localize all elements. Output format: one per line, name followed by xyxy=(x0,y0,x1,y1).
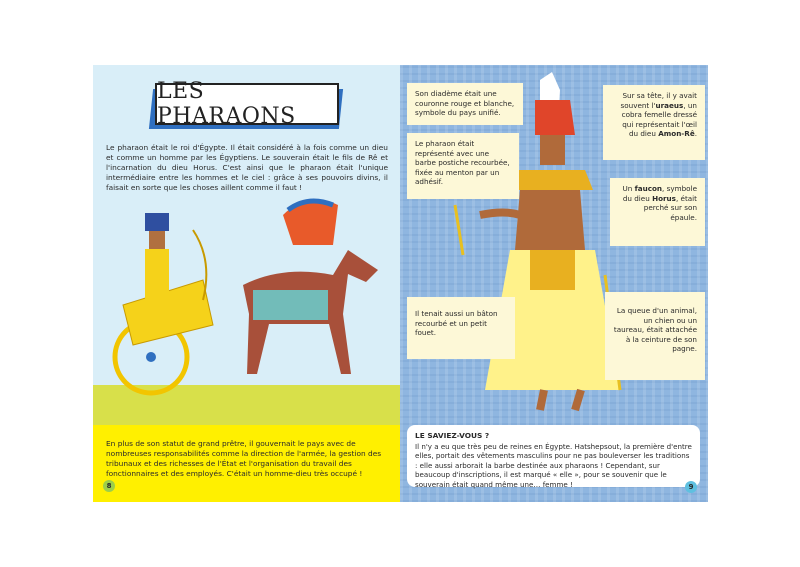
text: Sur sa tête, il y avait souvent l' xyxy=(620,91,697,110)
bold-term: Horus xyxy=(652,193,676,203)
bottom-text: En plus de son statut de grand prêtre, il gouvernait le pays avec de nombreuses responsabilités comme la direction de l'armée, la gestion des tribunaux et des richesses de l'État et l'organisation du travail des fonctionnaires et des employés. C'était un homme-dieu très occupé ! xyxy=(106,439,382,478)
did-you-know-text: Il n'y a eu que très peu de reines en Égypte. Hatshepsout, la première d'entre elles, portait des vêtements masculins pour ne pas bouleverser les traditions : elle aussi arborait la barbe destinée aux pharaons ! Cependant, sur beaucoup d'inscriptions, il est marqué « elle », pour se souvenir que le souverain était quand même une… femme ! xyxy=(415,441,692,489)
bold-term: faucon xyxy=(634,184,663,193)
bold-term: Amon-Rê xyxy=(658,129,695,139)
left-page xyxy=(93,65,400,502)
text: , un cobra femelle dressé qui représentait l'œil du dieu xyxy=(621,100,697,139)
page-title: LES PHARAONS xyxy=(157,79,296,129)
right-page xyxy=(400,65,708,502)
callout-uraeus xyxy=(603,85,705,160)
intro-text: Le pharaon était le roi d'Égypte. Il était considéré à la fois comme un dieu et comme un homme par les Égyptiens. Le souverain était le fils de Rê et l'incarnation du dieu Horus. C'est ainsi que le pharaon était l'unique intermédiaire entre les hommes et le ciel : grâce à ses pouvoirs divins, il faisait en sorte que les choses aillent comme il faut ! xyxy=(106,143,388,192)
text: , symbole du dieu xyxy=(622,184,697,203)
page-number: 8 xyxy=(103,480,115,492)
text: Un xyxy=(622,184,635,193)
callout-staff: Il tenait aussi un bâton recourbé et un petit fouet. xyxy=(407,297,515,359)
callout-tail: La queue d'un animal, un chien ou un taureau, était attachée à la ceinture de son pagne. xyxy=(605,292,705,380)
text: . xyxy=(694,129,697,139)
bottom-text-panel xyxy=(93,425,400,502)
callout-diadem: Son diadème était une couronne rouge et blanche, symbole du pays unifié. xyxy=(407,83,523,125)
page-number: 9 xyxy=(685,481,697,493)
callout-beard: Le pharaon était représenté avec une barbe postiche recourbée, fixée au menton par un adhésif. xyxy=(407,133,519,199)
callout-falcon xyxy=(610,178,705,246)
did-you-know-title: LE SAVIEZ-VOUS ? xyxy=(415,431,490,440)
text: , était perché sur son épaule. xyxy=(643,193,697,222)
bold-term: uraeus xyxy=(655,100,684,110)
did-you-know-box xyxy=(407,425,700,487)
